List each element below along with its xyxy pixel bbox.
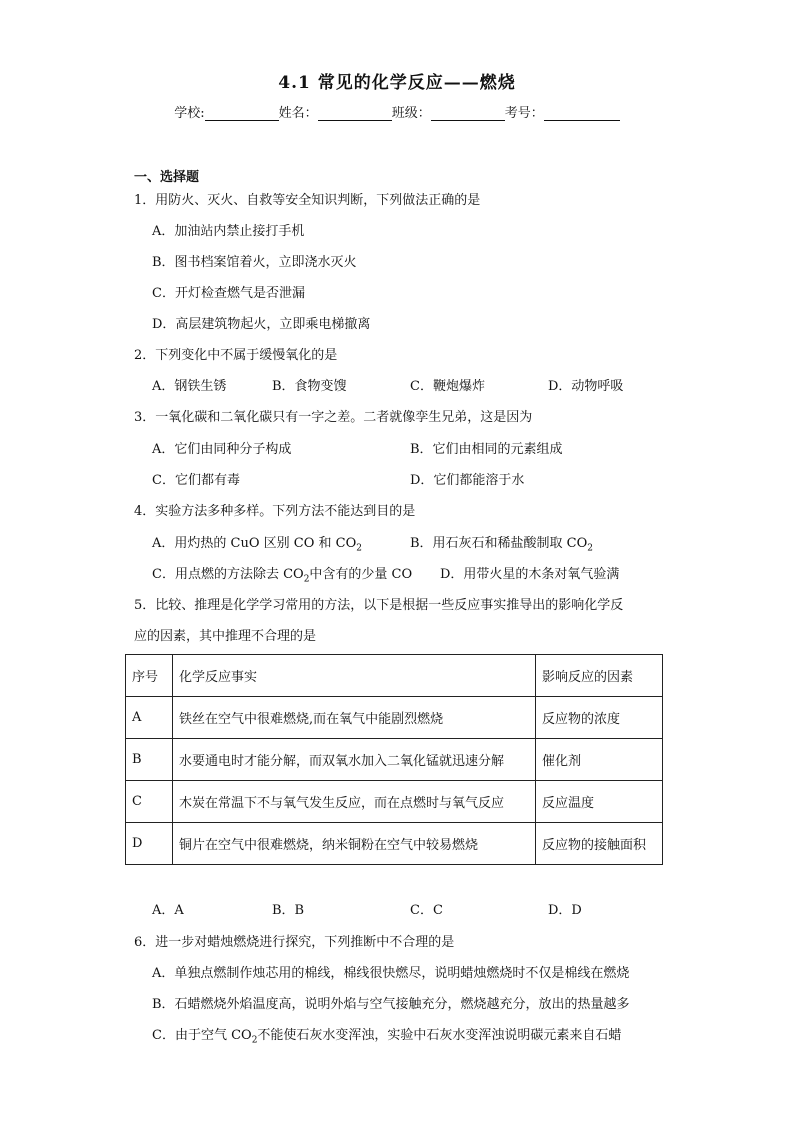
- q2-option-d[interactable]: D．动物呼吸: [548, 379, 624, 394]
- q1-option-c[interactable]: C．开灯检查燃气是否泄漏: [152, 286, 305, 301]
- table-cell: C: [126, 781, 173, 823]
- table-row: [126, 823, 663, 865]
- q6-option-c[interactable]: C．由于空气 $CO_2$不能使石灰水变浑浊，实验中石灰水变浑浊说明碳元素来自石蜡: [152, 1028, 622, 1046]
- table-cell: 铜片在空气中很难燃烧，纳米铜粉在空气中较易燃烧: [173, 823, 536, 865]
- q2-stem: 2．下列变化中不属于缓慢氧化的是: [134, 348, 338, 363]
- table-row: [126, 697, 663, 739]
- q3-option-a[interactable]: A．它们由同种分子构成: [152, 442, 292, 457]
- table-cell: B: [126, 739, 173, 781]
- table-header-row: [126, 655, 663, 697]
- q1-option-a[interactable]: A．加油站内禁止接打手机: [152, 224, 305, 239]
- class-label: 班级：: [391, 106, 431, 121]
- header-cell: 序号: [126, 655, 173, 697]
- q5-option-a[interactable]: A．A: [152, 903, 184, 918]
- reaction-facts-table: [125, 654, 663, 865]
- table-row: [126, 781, 663, 823]
- q5-option-d[interactable]: D．D: [548, 903, 582, 918]
- q5-stem-line2: 应的因素，其中推理不合理的是: [134, 629, 317, 644]
- q5-option-c[interactable]: C．C: [410, 903, 443, 918]
- q6-option-b[interactable]: B．石蜡燃烧外焰温度高，说明外焰与空气接触充分，燃烧越充分，放出的热量越多: [152, 997, 630, 1012]
- exam-no-field[interactable]: [544, 106, 620, 121]
- q1-option-d[interactable]: D．高层建筑物起火，立即乘电梯撤离: [152, 317, 371, 332]
- q3-option-c[interactable]: C．它们都有毒: [152, 473, 240, 488]
- table-cell: 催化剂: [536, 739, 663, 781]
- q2-option-a[interactable]: A．钢铁生锈: [152, 379, 227, 394]
- school-label: 学校:: [174, 106, 205, 121]
- q6-stem: 6．进一步对蜡烛燃烧进行探究，下列推断中不合理的是: [134, 935, 455, 950]
- q4-option-d[interactable]: D．用带火星的木条对氧气验满: [440, 567, 620, 582]
- q4-option-b[interactable]: B．用石灰石和稀盐酸制取 $CO_2$: [410, 536, 594, 554]
- q5-option-b[interactable]: B．B: [272, 903, 305, 918]
- table-cell: 铁丝在空气中很难燃烧,而在氧气中能剧烈燃烧: [173, 697, 536, 739]
- q3-stem: 3．一氧化碳和二氧化碳只有一字之差。二者就像孪生兄弟，这是因为: [134, 410, 533, 425]
- q2-option-b[interactable]: B．食物变馊: [272, 379, 347, 394]
- page-title: 4.1 常见的化学反应——燃烧: [278, 73, 516, 93]
- table-cell: 反应温度: [536, 781, 663, 823]
- table-cell: D: [126, 823, 173, 865]
- class-field[interactable]: [431, 106, 505, 121]
- table-row: [126, 739, 663, 781]
- exam-no-label: 考号：: [504, 106, 544, 121]
- table-cell: 反应物的接触面积: [536, 823, 663, 865]
- q3-option-b[interactable]: B．它们由相同的元素组成: [410, 442, 563, 457]
- q3-option-d[interactable]: D．它们都能溶于水: [410, 473, 525, 488]
- table-cell: 木炭在常温下不与氧气发生反应，而在点燃时与氧气反应: [173, 781, 536, 823]
- q2-option-c[interactable]: C．鞭炮爆炸: [410, 379, 485, 394]
- q4-option-c[interactable]: C．用点燃的方法除去 $CO_2$中含有的少量 CO: [152, 567, 413, 585]
- q1-option-b[interactable]: B．图书档案馆着火，立即浇水灭火: [152, 255, 357, 270]
- q4-stem: 4．实验方法多种多样。下列方法不能达到目的是: [134, 504, 416, 519]
- student-info-line: [0, 102, 794, 121]
- header-cell: 化学反应事实: [173, 655, 536, 697]
- table-cell: 反应物的浓度: [536, 697, 663, 739]
- q4-option-a[interactable]: A．用灼热的 CuO 区别 CO 和 $CO_2$: [152, 536, 362, 554]
- header-cell: 影响反应的因素: [536, 655, 663, 697]
- q1-stem: 1．用防火、灭火、自救等安全知识判断，下列做法正确的是: [134, 193, 481, 208]
- table-cell: A: [126, 697, 173, 739]
- table-cell: 水要通电时才能分解，而双氧水加入二氧化锰就迅速分解: [173, 739, 536, 781]
- section-heading: 一、选择题: [134, 170, 200, 185]
- name-field[interactable]: [318, 106, 392, 121]
- q6-option-a[interactable]: A．单独点燃制作烛芯用的棉线，棉线很快燃尽，说明蜡烛燃烧时不仅是棉线在燃烧: [152, 966, 630, 981]
- school-field[interactable]: [205, 106, 279, 121]
- name-label: 姓名：: [278, 106, 318, 121]
- q5-stem-line1: 5．比较、推理是化学学习常用的方法，以下是根据一些反应事实推导出的影响化学反: [134, 598, 624, 613]
